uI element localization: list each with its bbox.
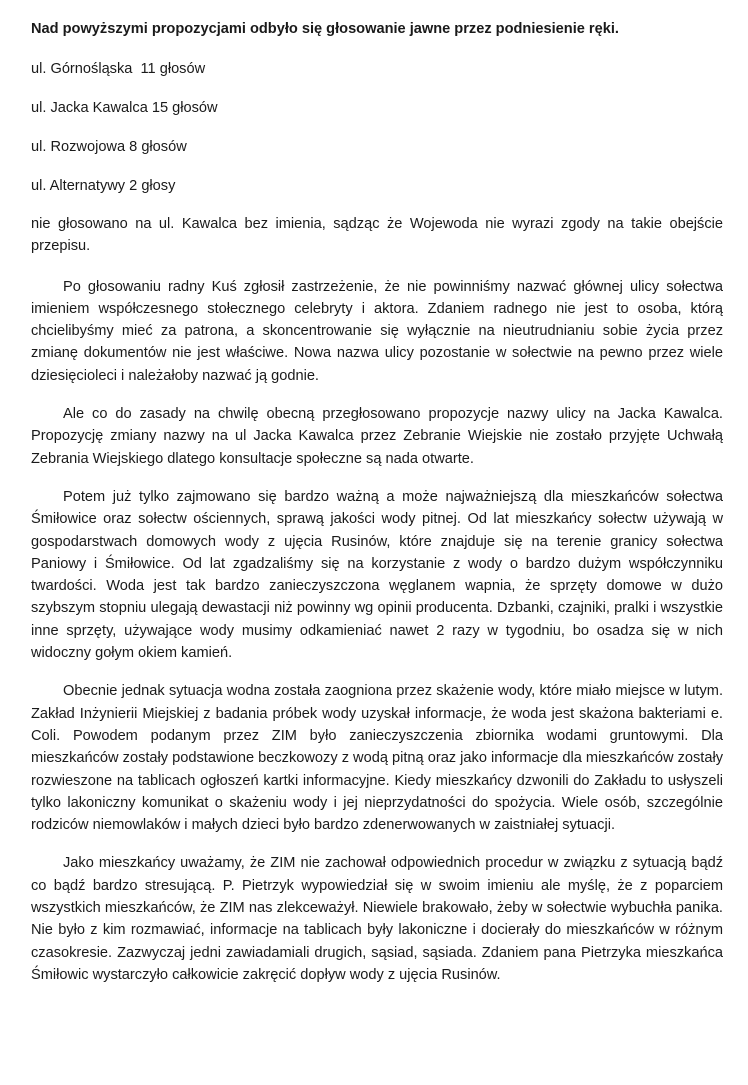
voting-heading: Nad powyższymi propozycjami odbyło się głosowanie jawne przez podniesienie ręki.: [31, 21, 619, 37]
vote-result-item: ul. Jacka Kawalca 15 głosów: [31, 100, 218, 116]
paragraph-water-contamination: Obecnie jednak sytuacja wodna została zaogniona przez skażenie wody, które miało miejsce w lutym. Zakład Inżynierii Miejskiej z badania próbek wody uzyskał informacje, że woda jest skażona bakteriami e. Coli. Powodem podanym przez ZIM było zanieczyszczenia zbiornika wodami gruntowymi. Dla mieszkańców zostały podstawione beczkowozy z wodą pitną oraz jako informacje dla mieszkańców zostały rozwieszone na tablicach ogłoszeń kartki informacyjne. Kiedy mieszkańcy dzwonili do Zakładu to usłyszeli tylko lakoniczny komunikat o skażeniu wody i jej nieprzydatności do spożycia. Wiele osób, szczególnie rodziców niemowlaków i małych dzieci było bardzo zdenerwowanych w zaistniałej sytuacji.: [31, 683, 723, 834]
paragraph-objection: Po głosowaniu radny Kuś zgłosił zastrzeżenie, że nie powinniśmy nazwać głównej ulicy sołectwa imieniem współczesnego stołecznego celebryty i aktora. Zdaniem radnego nie jest to osoba, którą chcielibyśmy mieć za patrona, a skoncentrowanie się wyłącznie na nieutrudnianiu sobie życia przez zmianę dokumentów nie jest właściwe. Nowa nazwa ulicy pozostanie w sołectwie na pewno przez wiele dziesięcioleci i należałoby nazwać ją godnie.: [31, 278, 723, 384]
vote-result-item: ul. Alternatywy 2 głosy: [31, 178, 176, 194]
vote-results-list: [31, 58, 723, 197]
paragraph-decision: Ale co do zasady na chwilę obecną przegłosowano propozycje nazwy ulicy na Jacka Kawalca. Propozycję zmiany nazwy na ul Jacka Kawalca przez Zebranie Wiejskie nie zostało przyjęte Uchwałą Zebrania Wiejskiego dlatego konsultacje społeczne są nada otwarte.: [31, 406, 723, 467]
paragraph-residents-opinion: Jako mieszkańcy uważamy, że ZIM nie zachował odpowiednich procedur w związku z sytuacją bądź co bądź bardzo stresującą. P. Pietrzyk wypowiedział się w swoim imieniu ale myślę, że z poparciem wszystkich mieszkańców, że ZIM nas zlekceważył. Niewiele brakowało, żeby w sołectwie wybuchła panika. Nie było z kim rozmawiać, informacje na tablicach były lakoniczne i docierały do mieszkańców w różnym czasokresie. Zazwyczaj jedni zawiadamiali drugich, sąsiad, sąsiada. Zdaniem pana Pietrzyka mieszkańca Śmiłowic wystarczyło całkowicie zakręcić dopływ wody z ujęcia Rusinów.: [31, 855, 723, 983]
vote-result-item: ul. Górnośląska 11 głosów: [31, 61, 206, 77]
paragraph-no-vote-note: nie głosowano na ul. Kawalca bez imienia, sądząc że Wojewoda nie wyrazi zgody na takie obejście przepisu.: [31, 216, 723, 255]
document-page: [31, 18, 723, 1002]
vote-result-item: ul. Rozwojowa 8 głosów: [31, 139, 187, 155]
paragraph-water-quality: Potem już tylko zajmowano się bardzo ważną a może najważniejszą dla mieszkańców sołectwa Śmiłowice oraz sołectw ościennych, sprawą jakości wody pitnej. Od lat mieszkańcy sołectw używają w gospodarstwach domowych wody z ujęcia Rusinów, które znajduje się na terenie granicy sołectwa Paniowy i Śmiłowice. Od lat zgadzaliśmy się na korzystanie z wody o bardzo dużym współczynniku twardości. Woda jest tak bardzo zanieczyszczona węglanem wapnia, że sprzęty domowe w dużo szybszym stopniu ulegają dewastacji niż powinny wg opinii producenta. Dzbanki, czajniki, pralki i wszystkie inne sprzęty, używające wody musimy odkamieniać nawet 2 razy w tygodniu, bo osadza się w nich widoczny gołym okiem kamień.: [31, 488, 723, 662]
